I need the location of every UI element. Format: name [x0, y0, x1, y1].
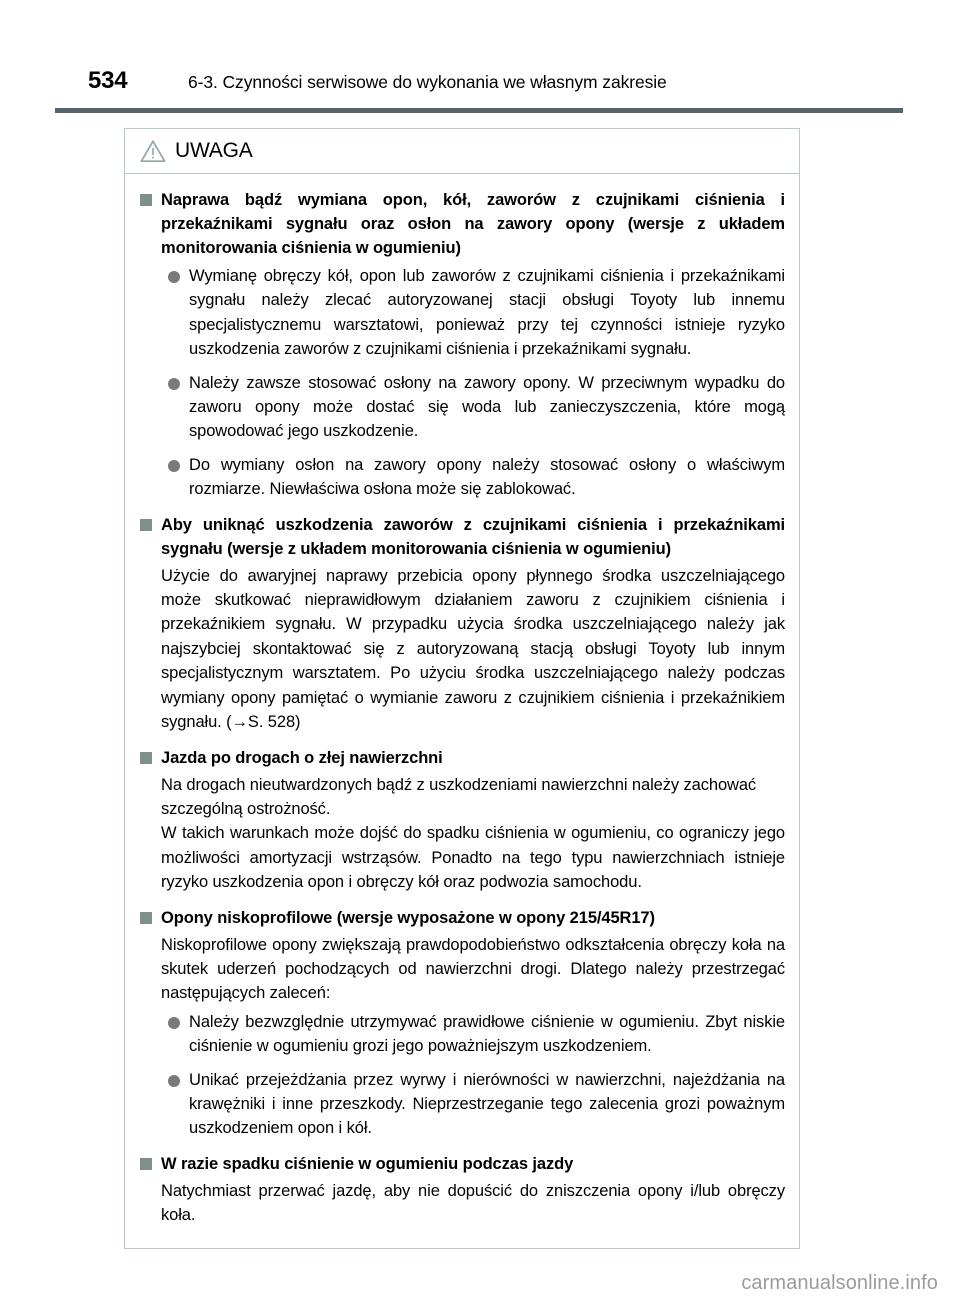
round-bullet-icon: [168, 1017, 180, 1029]
warning-section: [139, 906, 785, 1141]
list-item-text: Wymianę obręczy kół, opon lub zaworów z czujnikami ciśnienia i przekaźnikami sygnału należy zlecać autoryzowanej stacji obsługi Toyoty lub innemu specjalistycznemu warsztatowi, ponieważ przy tej czynności istnieje ryzyko uszkodzenia zaworów z czujnikami ciśnienia i przekaźnikami sygnału.: [189, 267, 785, 359]
chapter-title: 6-3. Czynności serwisowe do wykonania we własnym zakresie: [188, 72, 667, 92]
section-heading: W razie spadku ciśnienie w ogumieniu podczas jazdy: [161, 1154, 574, 1173]
page-number: 534: [88, 67, 128, 94]
square-bullet-icon: [140, 194, 152, 206]
warning-box-title: UWAGA: [175, 139, 253, 162]
square-bullet-icon: [140, 1158, 152, 1170]
square-bullet-icon: [140, 752, 152, 764]
round-bullet-icon: [168, 460, 180, 472]
list-item-text: Należy bezwzględnie utrzymywać prawidłowe ciśnienie w ogumieniu. Zbyt niskie ciśnienie w ogumieniu grozi jego poważniejszym uszkodzeniem.: [189, 1012, 785, 1056]
warning-section: [139, 1152, 785, 1228]
warning-box-header: [125, 129, 799, 174]
bullet-list: [161, 264, 785, 502]
section-paragraph: Niskoprofilowe opony zwiększają prawdopodobieństwo odkształcenia obręczy koła na skutek uderzeń pochodzących od nawierzchni drogi. Dlatego należy przestrzegać następujących zaleceń:: [161, 935, 785, 1003]
list-item: [161, 1068, 785, 1141]
warning-box-body: [125, 174, 799, 1248]
header-divider-rule: [55, 108, 903, 113]
list-item: [161, 453, 785, 502]
list-item: [161, 264, 785, 362]
section-paragraph-secondary: W takich warunkach może dojść do spadku ciśnienia w ogumieniu, co ograniczy jego możliwości amortyzacji wstrząsów. Ponadto na tego typu nawierzchniach istnieje ryzyko uszkodzenia opon i obręczy kół oraz podwozia samochodu.: [161, 824, 785, 892]
section-paragraph: Natychmiast przerwać jazdę, aby nie dopuścić do zniszczenia opony i/lub obręczy koła.: [161, 1181, 785, 1225]
warning-section: [139, 746, 785, 895]
list-item: [161, 371, 785, 444]
section-heading: Naprawa bądź wymiana opon, kół, zaworów z czujnikami ciśnienia i przekaźnikami sygnału oraz osłon na zawory opony (wersje z układem monitorowania ciśnienia w ogumieniu): [161, 191, 785, 257]
warning-box: [124, 128, 800, 1249]
warning-triangle-icon: [140, 139, 166, 163]
section-heading: Opony niskoprofilowe (wersje wyposażone w opony 215/45R17): [161, 908, 655, 927]
bullet-list: [161, 1010, 785, 1141]
section-paragraph: Użycie do awaryjnej naprawy przebicia opony płynnego środka uszczelniającego może skutkować nieprawidłowym działaniem zaworu z czujnikiem ciśnienia i przekaźnikiem sygnału. W przypadku użycia środka uszczelniającego należy jak najszybciej skontaktować się z autoryzowaną stacją obsługi Toyoty lub innym specjalistycznym warsztatem. Po użyciu środka uszczelniającego należy podczas wymiany opony pamiętać o wymianie zaworu z czujnikiem ciśnienia i przekaźnikiem sygnału. (→S. 528): [161, 566, 785, 732]
round-bullet-icon: [168, 271, 180, 283]
warning-section: [139, 513, 785, 735]
page-header: [0, 66, 960, 100]
list-item-text: Należy zawsze stosować osłony na zawory opony. W przeciwnym wypadku do zaworu opony może dostać się woda lub zanieczyszczenia, które mogą spowodować jego uszkodzenie.: [189, 373, 785, 441]
section-paragraph: Na drogach nieutwardzonych bądź z uszkodzeniami nawierzchni należy zachować szczególną ostrożność.: [161, 775, 757, 818]
square-bullet-icon: [140, 519, 152, 531]
section-heading: Jazda po drogach o złej nawierzchni: [161, 748, 443, 767]
list-item: [161, 1010, 785, 1059]
list-item-text: Unikać przejeżdżania przez wyrwy i nierówności w nawierzchni, najeżdżania na krawężniki i inne przeszkody. Nieprzestrzeganie tego zalecenia grozi poważnym uszkodzeniem opon i kół.: [189, 1070, 785, 1138]
round-bullet-icon: [168, 378, 180, 390]
footer-watermark: carmanualsonline.info: [741, 1272, 938, 1294]
square-bullet-icon: [140, 912, 152, 924]
list-item-text: Do wymiany osłon na zawory opony należy stosować osłony o właściwym rozmiarze. Niewłaściwa osłona może się zablokować.: [189, 455, 785, 499]
section-heading: Aby uniknąć uszkodzenia zaworów z czujnikami ciśnienia i przekaźnikami sygnału (wersje z układem monitorowania ciśnienia w ogumieniu): [161, 515, 785, 558]
warning-section: [139, 188, 785, 502]
round-bullet-icon: [168, 1075, 180, 1087]
